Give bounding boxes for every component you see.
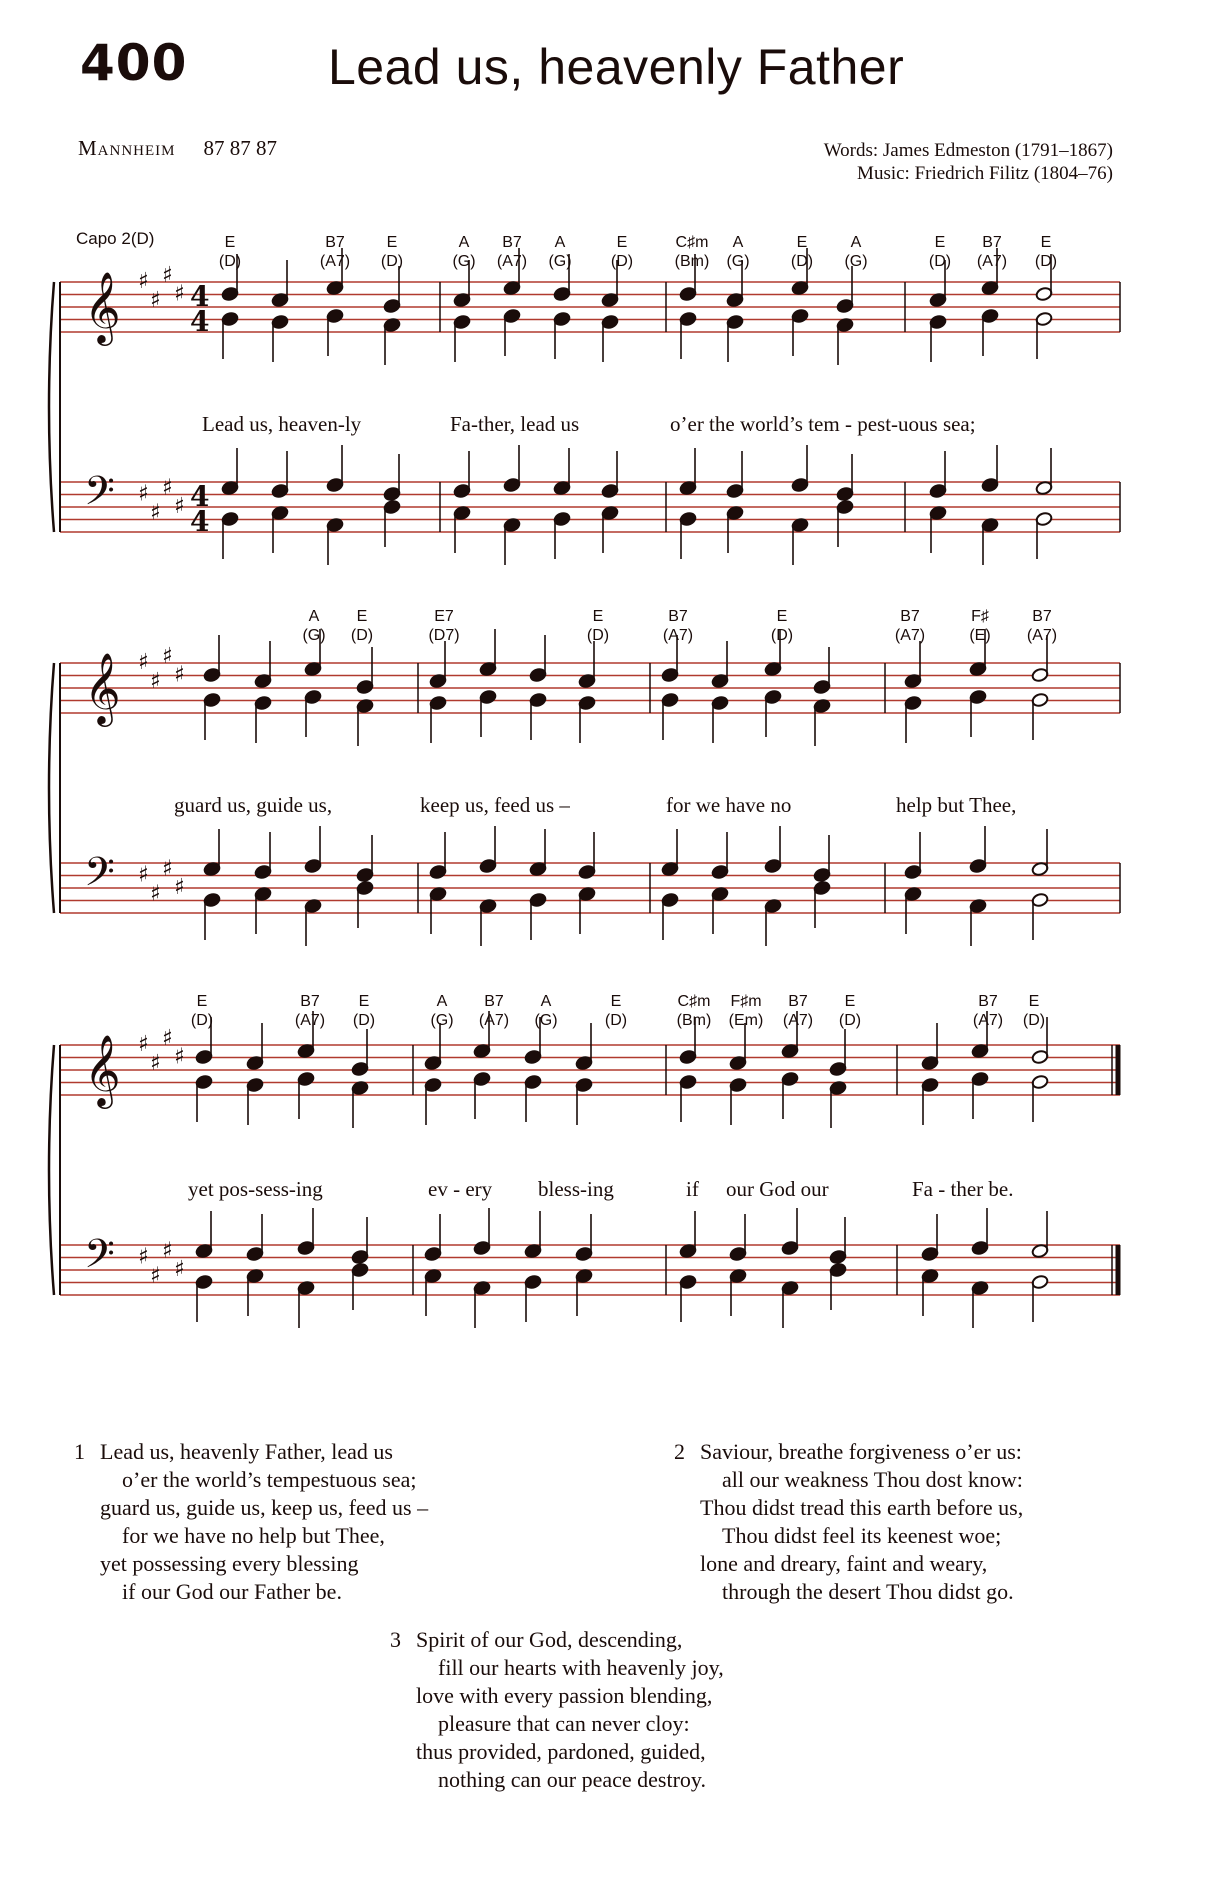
sharp-icon: ♯: [138, 269, 149, 294]
lyric-phrase: guard us, guide us,: [174, 793, 333, 817]
verse-line: nothing can our peace destroy.: [438, 1767, 706, 1792]
clef-treble-icon: 𝄞: [84, 651, 121, 724]
clef-bass-icon: 𝄢: [84, 849, 115, 905]
verse-1: [74, 1438, 429, 1606]
sharp-icon: ♯: [174, 1257, 185, 1282]
sharp-icon: ♯: [174, 662, 185, 688]
chord-symbol: E7 (D7): [428, 608, 460, 644]
sharp-icon: ♯: [138, 650, 149, 675]
verse-line: Lead us, heavenly Father, lead us: [100, 1439, 393, 1464]
chord-symbol: E (D): [380, 234, 404, 270]
chord-symbol: F♯ (E): [969, 608, 991, 644]
verse-line: through the desert Thou didst go.: [722, 1579, 1014, 1604]
chord-symbol: C♯m (Bm): [676, 993, 712, 1029]
chord-symbol: B7 (A7): [294, 993, 326, 1029]
sharp-icon: ♯: [138, 862, 149, 888]
chord-symbol: E (D): [610, 234, 634, 270]
chord-symbol: A (G): [452, 234, 476, 270]
sharp-icon: ♯: [150, 1263, 161, 1289]
sharp-icon: ♯: [162, 1238, 173, 1264]
chord-symbol: E (D): [190, 993, 214, 1029]
verse-line: Thou didst feel its keenest woe;: [722, 1523, 1002, 1548]
system-bracket: [49, 282, 54, 532]
clef-treble-icon: 𝄞: [84, 1033, 121, 1106]
verse-line: pleasure that can never cloy:: [438, 1711, 690, 1736]
verse-line: love with every passion blending,: [416, 1683, 713, 1708]
verse-number: 1: [74, 1439, 85, 1464]
verse-number: 2: [674, 1439, 685, 1464]
sharp-icon: ♯: [150, 881, 161, 907]
clef-treble-icon: 𝄞: [84, 270, 121, 343]
lyric-phrase: yet pos-sess-ing: [188, 1177, 323, 1201]
time-signature-bottom: 4: [190, 505, 210, 538]
lyric-phrase: ev - ery: [428, 1177, 493, 1201]
verse-2: [674, 1438, 1024, 1606]
time-signature-top: 4: [190, 480, 210, 513]
sharp-icon: ♯: [138, 481, 149, 507]
chord-symbol: B7 (A7): [1026, 608, 1058, 644]
sharp-icon: ♯: [174, 281, 185, 307]
lyric-phrase: Fa - ther be.: [912, 1177, 1014, 1201]
chord-symbol: E (D): [586, 608, 610, 644]
sharp-icon: ♯: [150, 668, 161, 694]
chord-symbol: E (D): [350, 608, 374, 644]
chord-symbol: E (D): [218, 234, 242, 270]
sharp-icon: ♯: [174, 494, 185, 519]
words-credit: Words: James Edmeston (1791–1867): [823, 140, 1113, 161]
verse-3: [390, 1626, 724, 1794]
sharp-icon: ♯: [162, 262, 173, 288]
sharp-icon: ♯: [174, 1044, 185, 1070]
verse-line: lone and dreary, faint and weary,: [700, 1551, 988, 1576]
lyric-phrase: if: [686, 1177, 699, 1201]
chord-symbol: A (G): [302, 608, 326, 644]
chord-symbol: B7 (A7): [319, 234, 351, 270]
chord-symbol: B7 (A7): [972, 993, 1004, 1029]
chord-symbol: A (G): [548, 234, 572, 270]
tune-name: Mannheim: [78, 136, 176, 160]
verse-line: Saviour, breathe forgiveness o’er us:: [700, 1439, 1022, 1464]
lyric-phrase: our God our: [726, 1177, 829, 1201]
verse-line: yet possessing every blessing: [100, 1551, 359, 1576]
capo-marking: Capo 2(D): [76, 229, 155, 248]
tune-meter: 87 87 87: [203, 136, 277, 160]
sharp-icon: ♯: [162, 856, 173, 882]
sharp-icon: ♯: [162, 1025, 173, 1051]
chord-symbol: A (G): [726, 234, 750, 270]
lyric-phrase: Lead us, heaven-ly: [202, 412, 362, 436]
lyric-phrase: for we have no: [666, 793, 792, 817]
chord-symbol: E (D): [790, 234, 814, 270]
chord-symbol: B7 (A7): [894, 608, 926, 644]
sharp-icon: ♯: [162, 475, 173, 501]
hymn-title: Lead us, heavenly Father: [328, 39, 905, 95]
clef-bass-icon: 𝄢: [84, 468, 115, 524]
verse-line: thus provided, pardoned, guided,: [416, 1739, 706, 1764]
lyric-phrase: Fa-ther, lead us: [450, 412, 580, 436]
verse-line: Thou didst tread this earth before us,: [700, 1495, 1024, 1520]
chord-symbol: A (G): [534, 993, 558, 1029]
lyric-phrase: keep us, feed us –: [420, 793, 570, 817]
chord-symbol: E (D): [604, 993, 628, 1029]
verse-number: 3: [390, 1627, 401, 1652]
verse-line: o’er the world’s tempestuous sea;: [122, 1467, 417, 1492]
chord-symbol: C♯m (Bm): [674, 234, 710, 270]
chord-symbol: B7 (A7): [782, 993, 814, 1029]
system-bracket: [49, 663, 54, 913]
sharp-icon: ♯: [174, 875, 185, 900]
sharp-icon: ♯: [150, 1050, 161, 1076]
verse-line: fill our hearts with heavenly joy,: [438, 1655, 724, 1680]
chord-symbol: E (D): [770, 608, 794, 644]
system-bracket: [49, 1045, 54, 1295]
lyric-phrase: help but Thee,: [896, 793, 1017, 817]
sharp-icon: ♯: [150, 287, 161, 313]
lyric-phrase: bless-ing: [538, 1177, 614, 1201]
chord-symbol: B7 (A7): [478, 993, 510, 1029]
sharp-icon: ♯: [138, 1032, 149, 1057]
chord-symbol: B7 (A7): [976, 234, 1008, 270]
sharp-icon: ♯: [138, 1244, 149, 1270]
verse-line: for we have no help but Thee,: [122, 1523, 385, 1548]
time-signature-top: 4: [190, 280, 210, 313]
chord-symbol: A (G): [844, 234, 868, 270]
time-signature-bottom: 4: [190, 305, 210, 338]
verse-line: Spirit of our God, descending,: [416, 1627, 683, 1652]
chord-symbol: F♯m (Em): [728, 993, 764, 1029]
chord-symbol: B7 (A7): [496, 234, 528, 270]
sharp-icon: ♯: [162, 643, 173, 669]
verse-line: if our God our Father be.: [122, 1579, 342, 1604]
chord-symbol: E (D): [838, 993, 862, 1029]
clef-bass-icon: 𝄢: [84, 1231, 115, 1287]
lyric-phrase: o’er the world’s tem - pest-uous sea;: [670, 412, 976, 436]
chord-symbol: E (D): [352, 993, 376, 1029]
verse-line: guard us, guide us, keep us, feed us –: [100, 1495, 429, 1520]
hymn-number: 400: [80, 34, 188, 92]
chord-symbol: B7 (A7): [662, 608, 694, 644]
verse-line: all our weakness Thou dost know:: [722, 1467, 1023, 1492]
chord-symbol: E (D): [1034, 234, 1058, 270]
chord-symbol: E (D): [928, 234, 952, 270]
sharp-icon: ♯: [150, 500, 161, 526]
chord-symbol: A (G): [430, 993, 454, 1029]
music-credit: Music: Friedrich Filitz (1804–76): [857, 163, 1113, 184]
chord-symbol: E (D): [1022, 993, 1046, 1029]
